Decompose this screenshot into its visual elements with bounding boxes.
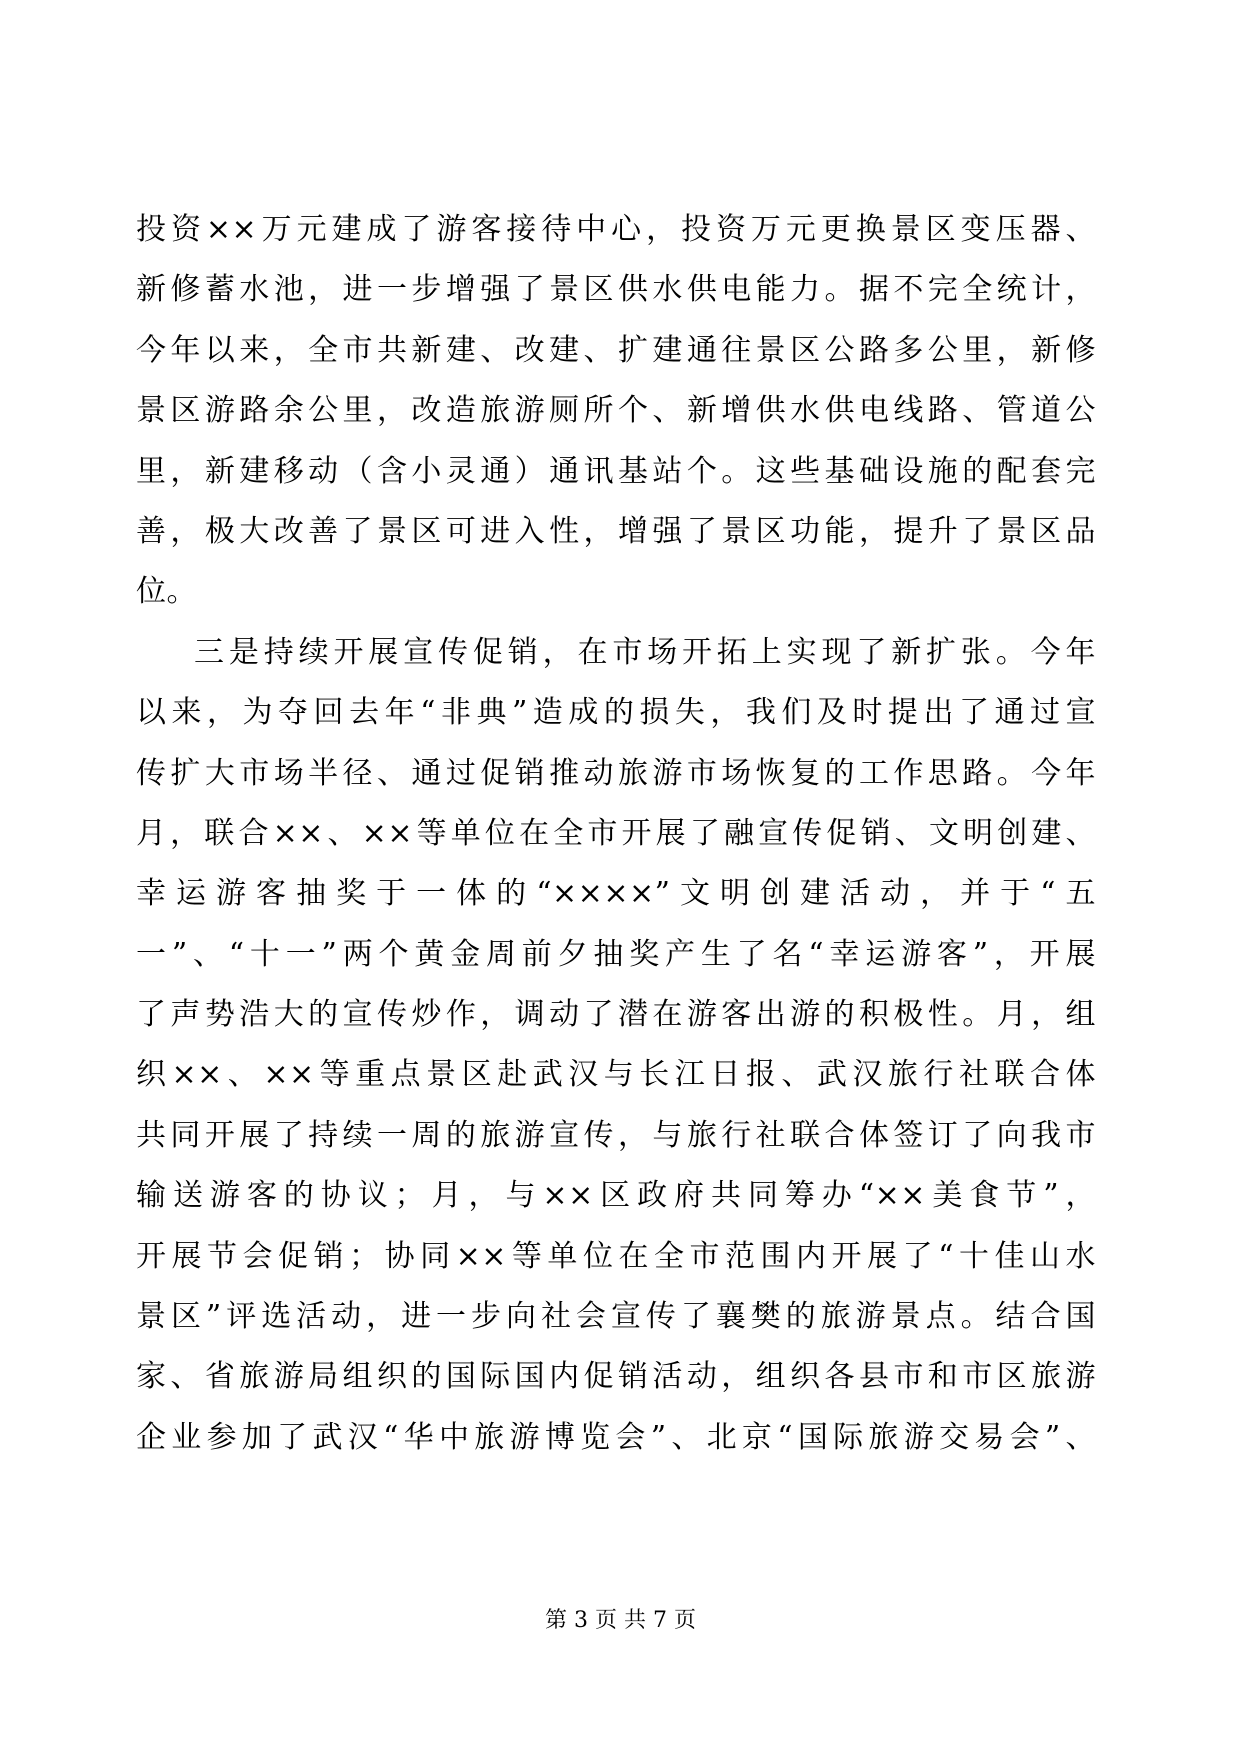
text-line: 织××、××等重点景区赴武汉与长江日报、武汉旅行社联合体 xyxy=(136,1057,1096,1093)
body-text xyxy=(136,200,1096,1468)
text-line: 月，联合××、××等单位在全市开展了融宣传促销、文明创建、 xyxy=(136,815,1096,851)
text-line: 位。 xyxy=(136,574,197,610)
text-line: 今年以来，全市共新建、改建、扩建通往景区公路多公里，新修 xyxy=(136,332,1096,368)
text-line: 景区”评选活动，进一步向社会宣传了襄樊的旅游景点。结合国 xyxy=(136,1299,1096,1335)
page-footer xyxy=(0,1606,1241,1636)
text-line: 里，新建移动（含小灵通）通讯基站个。这些基础设施的配套完 xyxy=(136,453,1096,489)
page-number: 第 3 页 共 7 页 xyxy=(545,1608,696,1633)
paragraph-first-line: 三是持续开展宣传促销，在市场开拓上实现了新扩张。今年 xyxy=(194,634,1096,670)
text-line: 以来，为夺回去年“非典”造成的损失，我们及时提出了通过宣 xyxy=(136,695,1096,731)
text-line: 共同开展了持续一周的旅游宣传，与旅行社联合体签订了向我市 xyxy=(136,1117,1096,1153)
text-line: 输送游客的协议；月，与××区政府共同筹办“××美食节”， xyxy=(136,1178,1096,1214)
text-line: 新修蓄水池，进一步增强了景区供水供电能力。据不完全统计， xyxy=(136,272,1096,308)
text-line: 家、省旅游局组织的国际国内促销活动，组织各县市和市区旅游 xyxy=(136,1359,1096,1395)
text-line: 幸运游客抽奖于一体的“××××”文明创建活动，并于“五 xyxy=(136,876,1096,912)
text-line: 一”、“十一”两个黄金周前夕抽奖产生了名“幸运游客”，开展 xyxy=(136,936,1096,972)
text-line: 景区游路余公里，改造旅游厕所个、新增供水供电线路、管道公 xyxy=(136,393,1096,429)
text-line: 开展节会促销；协同××等单位在全市范围内开展了“十佳山水 xyxy=(136,1238,1096,1274)
text-line: 了声势浩大的宣传炒作，调动了潜在游客出游的积极性。月，组 xyxy=(136,997,1096,1033)
text-line: 传扩大市场半径、通过促销推动旅游市场恢复的工作思路。今年 xyxy=(136,755,1096,791)
text-line: 投资××万元建成了游客接待中心，投资万元更换景区变压器、 xyxy=(136,212,1096,247)
text-line: 企业参加了武汉“华中旅游博览会”、北京“国际旅游交易会”、 xyxy=(136,1419,1096,1455)
text-line: 善，极大改善了景区可进入性，增强了景区功能，提升了景区品 xyxy=(136,513,1096,549)
